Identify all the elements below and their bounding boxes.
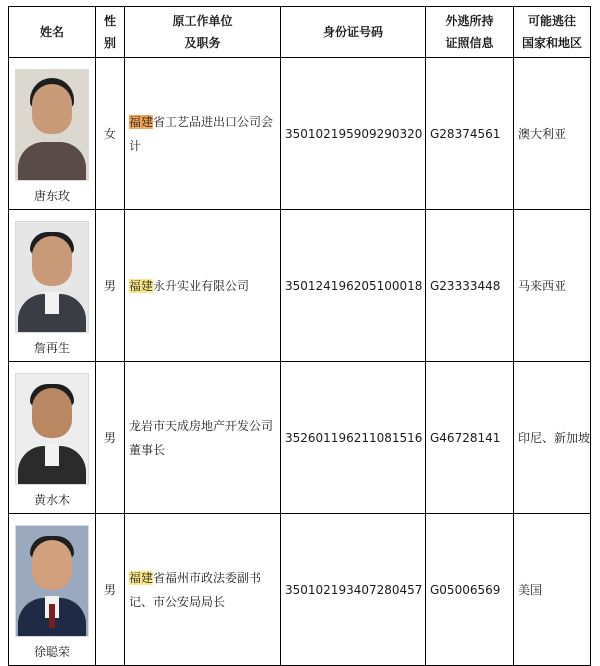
table-header-row: [9, 7, 591, 58]
unit-cell: 龙岩市天成房地产开发公司董事长: [125, 362, 281, 514]
id-number-cell: 350102195909290320: [281, 58, 426, 210]
id-number-cell: 350102193407280457: [281, 514, 426, 666]
header-sex: 性 别: [96, 7, 125, 58]
country-cell: 印尼、新加坡: [514, 362, 591, 514]
name-cell: [9, 514, 96, 666]
person-name: 黄水木: [33, 493, 70, 507]
unit-cell: 福建永升实业有限公司: [125, 210, 281, 362]
sex-cell: 男: [96, 210, 125, 362]
unit-cell: 福建省福州市政法委副书记、市公安局局长: [125, 514, 281, 666]
unit-cell: 福建省工艺品进出口公司会计: [125, 58, 281, 210]
header-id-number: 身份证号码: [281, 7, 426, 58]
country-cell: 马来西亚: [514, 210, 591, 362]
male-portrait-icon: [15, 373, 89, 485]
male-portrait-icon: [15, 525, 89, 637]
name-cell: [9, 362, 96, 514]
person-name: 詹再生: [33, 341, 70, 355]
name-cell: [9, 210, 96, 362]
country-cell: 美国: [514, 514, 591, 666]
fugitive-table: [8, 6, 591, 666]
passport-cell: G23333448: [426, 210, 514, 362]
highlight-text: 福建: [129, 570, 154, 585]
table-row: [9, 362, 591, 514]
header-passport: 外逃所持 证照信息: [426, 7, 514, 58]
header-country: 可能逃往 国家和地区: [514, 7, 591, 58]
table-row: [9, 514, 591, 666]
id-number-cell: 350124196205100018: [281, 210, 426, 362]
name-cell: [9, 58, 96, 210]
country-cell: 澳大利亚: [514, 58, 591, 210]
person-name: 徐聪荣: [33, 645, 70, 659]
male-portrait-icon: [15, 221, 89, 333]
highlight-text: 福建: [129, 114, 154, 129]
sex-cell: 女: [96, 58, 125, 210]
person-name: 唐东玫: [33, 189, 70, 203]
id-number-cell: 352601196211081516: [281, 362, 426, 514]
passport-cell: G05006569: [426, 514, 514, 666]
passport-cell: G28374561: [426, 58, 514, 210]
table-row: [9, 210, 591, 362]
sex-cell: 男: [96, 514, 125, 666]
header-unit: 原工作单位 及职务: [125, 7, 281, 58]
female-portrait-icon: [15, 69, 89, 181]
table-row: [9, 58, 591, 210]
highlight-text: 福建: [129, 278, 154, 293]
sex-cell: 男: [96, 362, 125, 514]
header-name: 姓名: [9, 7, 96, 58]
passport-cell: G46728141: [426, 362, 514, 514]
